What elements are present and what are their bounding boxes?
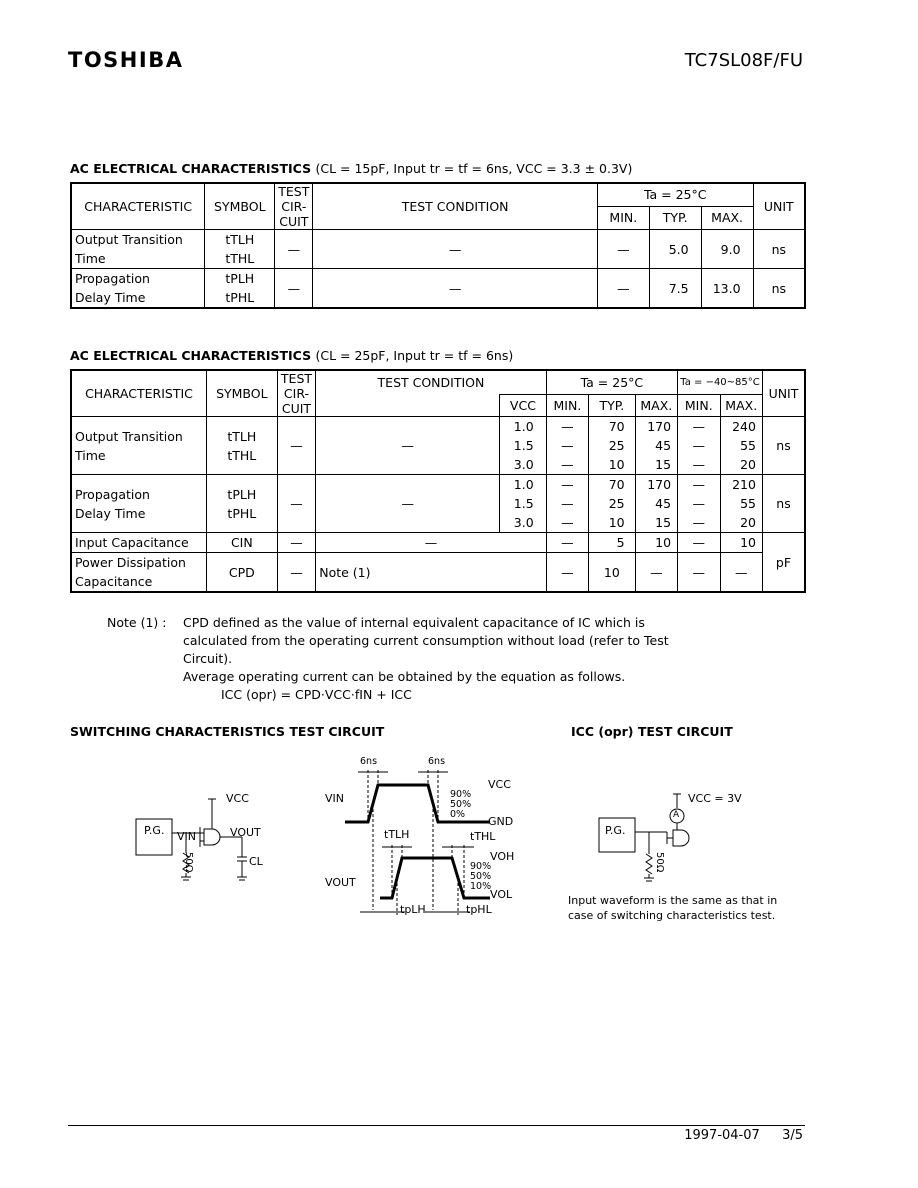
circuit: —: [277, 533, 316, 553]
min-value: —: [561, 496, 574, 511]
min-value: —: [561, 515, 574, 530]
symbol: tPLH: [227, 486, 257, 502]
wave-gnd-label: GND: [488, 815, 514, 828]
header-cir: CIR-: [281, 199, 307, 214]
table1-title-bold: AC ELECTRICAL CHARACTERISTICS: [70, 161, 312, 176]
circuit: —: [275, 269, 313, 309]
symbol: CPD: [206, 553, 277, 593]
icc-pg-label: P.G.: [605, 824, 626, 837]
symbol: tTHL: [227, 447, 257, 463]
resistor-label: 50Ω: [183, 852, 194, 873]
wave-vin-label: VIN: [325, 792, 344, 805]
min-value: —: [546, 533, 588, 553]
caption-line: case of switching characteristics test.: [568, 909, 776, 922]
note-line: CPD defined as the value of internal equivalent capacitance of IC which is: [183, 615, 645, 630]
header-max: MAX.: [635, 394, 677, 416]
circuit: —: [277, 553, 316, 593]
unit-value: ns: [753, 269, 805, 309]
char-label: Delay Time: [75, 505, 146, 521]
header-symbol: SYMBOL: [206, 370, 277, 417]
header-cir: CIR-: [283, 386, 310, 401]
char-label: Propagation: [75, 271, 150, 286]
char-label: Power Dissipation: [75, 555, 186, 570]
max2-value: 240: [732, 419, 756, 434]
max-value: 45: [655, 496, 672, 511]
level-label: 90%: [470, 861, 492, 872]
footer-divider: [68, 1125, 805, 1126]
caption-line: Input waveform is the same as that in: [568, 894, 778, 907]
header-max: MAX.: [701, 206, 753, 229]
typ-value: 70: [608, 477, 625, 492]
fall-time-label: 6ns: [428, 756, 446, 767]
max2-value: 55: [740, 496, 756, 511]
level-label: 90%: [450, 789, 472, 800]
typ-value: 5: [589, 533, 635, 553]
icc-circuit-title: ICC (opr) TEST CIRCUIT: [571, 724, 733, 739]
char-label: Capacitance: [75, 574, 153, 589]
note-label: Note (1) :: [107, 615, 167, 630]
ac-characteristics-table-2: [70, 369, 806, 593]
document-date: 1997-04-07: [684, 1128, 760, 1143]
header-symbol: SYMBOL: [205, 183, 275, 230]
header-ta-range: Ta = −40~85°C: [678, 370, 763, 394]
header-unit: UNIT: [753, 183, 805, 230]
header-ta25: Ta = 25°C: [546, 370, 677, 394]
switching-circuit-title: SWITCHING CHARACTERISTICS TEST CIRCUIT: [70, 724, 385, 739]
tphl-label: tpHL: [466, 903, 492, 916]
max-value: —: [635, 553, 677, 593]
condition: —: [313, 230, 598, 269]
vin-percent-levels: [450, 790, 471, 820]
level-label: 10%: [470, 881, 492, 892]
note-line: calculated from the operating current consumption without load (refer to Test: [183, 633, 669, 648]
typ-value: 7.5: [649, 269, 701, 309]
max2-value: 20: [740, 457, 756, 472]
header-typ: TYP.: [649, 206, 701, 229]
max-value: 15: [655, 457, 672, 472]
table1-title: [70, 161, 632, 176]
char-label: Propagation: [75, 486, 150, 502]
min2-value: —: [692, 515, 706, 530]
symbol: tPHL: [227, 505, 257, 521]
table-row: [71, 553, 805, 593]
min-value: —: [561, 457, 574, 472]
max-value: 15: [655, 515, 672, 530]
max-value: 45: [655, 438, 672, 453]
vcc-value: 3.0: [513, 515, 534, 530]
circuit: —: [277, 417, 316, 475]
max-value: 9.0: [701, 230, 753, 269]
icc-vcc-label: VCC = 3V: [688, 792, 742, 805]
header-characteristic: CHARACTERISTIC: [71, 183, 205, 230]
max-value: 170: [647, 477, 672, 492]
typ-value: 10: [608, 457, 625, 472]
table2-title-bold: AC ELECTRICAL CHARACTERISTICS: [70, 348, 312, 363]
min2-value: —: [692, 477, 706, 492]
header-characteristic: CHARACTERISTIC: [71, 370, 206, 417]
unit-value: pF: [762, 533, 805, 593]
vcc-value: 1.5: [513, 496, 534, 511]
ammeter-label: A: [673, 810, 680, 820]
ttlh-label: tTLH: [384, 828, 410, 841]
note-equation: ICC (opr) = CPD·VCC·fIN + ICC: [221, 687, 412, 702]
char-label: Time: [75, 447, 106, 463]
char-label: Delay Time: [75, 290, 146, 305]
min-value: —: [597, 269, 649, 309]
pg-label: P.G.: [144, 824, 165, 837]
icc-resistor-label: 50Ω: [654, 852, 665, 873]
typ-value: 70: [608, 419, 625, 434]
tplh-label: tpLH: [400, 903, 426, 916]
symbol: tTLH: [227, 428, 257, 444]
condition: —: [313, 269, 598, 309]
unit-value: ns: [753, 230, 805, 269]
header-test-condition: TEST CONDITION: [316, 370, 546, 394]
min-value: —: [546, 553, 588, 593]
level-label: 50%: [450, 799, 472, 810]
vcc-label: VCC: [226, 792, 249, 805]
min-value: —: [561, 438, 574, 453]
table-row: [71, 475, 805, 533]
wave-vcc-label: VCC: [488, 778, 511, 791]
header-cuit: CUIT: [281, 401, 312, 416]
condition: —: [316, 417, 500, 475]
table2-title: [70, 348, 513, 363]
condition: —: [316, 475, 500, 533]
table1-title-conditions: (CL = 15pF, Input tr = tf = 6ns, VCC = 3.3 ± 0.3V): [315, 161, 633, 176]
header-min: MIN.: [597, 206, 649, 229]
symbol: tPHL: [225, 290, 255, 305]
vout-label: VOUT: [230, 826, 261, 839]
unit-value: ns: [762, 417, 805, 475]
header-test: TEST: [280, 371, 313, 386]
header-min: MIN.: [546, 394, 588, 416]
max-value: 10: [635, 533, 677, 553]
max2-value: 20: [740, 515, 756, 530]
typ-value: 10: [589, 553, 635, 593]
note-body: [183, 614, 743, 704]
max2-value: —: [720, 553, 762, 593]
and-gate-symbol: [673, 830, 689, 846]
symbol: CIN: [206, 533, 277, 553]
table-row: [71, 533, 805, 553]
symbol: tTLH: [225, 232, 255, 247]
header-cuit: CUIT: [279, 214, 309, 229]
table-row: [71, 269, 805, 309]
table2-title-conditions: (CL = 25pF, Input tr = tf = 6ns): [315, 348, 514, 363]
min2-value: —: [678, 533, 720, 553]
rise-time-label: 6ns: [360, 756, 378, 767]
vcc-value: 3.0: [513, 457, 534, 472]
note-line: Circuit).: [183, 651, 233, 666]
max-value: 170: [647, 419, 672, 434]
vout-percent-levels: [470, 862, 491, 892]
vol-label: VOL: [490, 888, 513, 901]
typ-value: 25: [608, 438, 625, 453]
max2-value: 55: [740, 438, 756, 453]
condition: Note (1): [316, 553, 546, 593]
note-line: Average operating current can be obtained by the equation as follows.: [183, 669, 626, 684]
icc-test-circuit-diagram: [595, 790, 705, 890]
wave-vout-label: VOUT: [325, 876, 356, 889]
symbol: tTHL: [225, 251, 255, 266]
vcc-value: 1.0: [513, 419, 534, 434]
vcc-value: 1.0: [513, 477, 534, 492]
brand-logo: TOSHIBA: [68, 48, 184, 72]
min2-value: —: [692, 438, 706, 453]
min2-value: —: [692, 496, 706, 511]
header-typ: TYP.: [589, 394, 635, 416]
min-value: —: [597, 230, 649, 269]
typ-value: 5.0: [649, 230, 701, 269]
circuit: —: [275, 230, 313, 269]
char-label: Time: [75, 251, 106, 266]
min-value: —: [561, 419, 574, 434]
level-label: 50%: [470, 871, 492, 882]
min2-value: —: [692, 457, 706, 472]
max-value: 13.0: [701, 269, 753, 309]
min2-value: —: [678, 553, 720, 593]
page-number: 3/5: [782, 1128, 803, 1143]
typ-value: 10: [608, 515, 625, 530]
header-min2: MIN.: [678, 394, 720, 416]
header-test: TEST: [278, 184, 310, 199]
table-row: [71, 230, 805, 269]
tthl-label: tTHL: [470, 830, 496, 843]
header-test-circuit: [275, 183, 313, 230]
max2-value: 10: [720, 533, 762, 553]
vcc-value: 1.5: [513, 438, 534, 453]
condition: —: [316, 533, 546, 553]
header-test-condition: TEST CONDITION: [313, 183, 598, 230]
unit-value: ns: [762, 475, 805, 533]
header-ta: Ta = 25°C: [597, 183, 753, 206]
max2-value: 210: [732, 477, 756, 492]
cl-label: CL: [249, 855, 263, 868]
and-gate-symbol: [204, 829, 220, 845]
ac-characteristics-table-1: [70, 182, 806, 309]
header-unit: UNIT: [762, 370, 805, 417]
char-label: Output Transition: [75, 232, 183, 247]
icc-caption: [568, 893, 777, 923]
circuit: —: [277, 475, 316, 533]
voh-label: VOH: [490, 850, 515, 863]
vin-label: VIN: [177, 830, 196, 843]
min-value: —: [561, 477, 574, 492]
footer: [684, 1128, 803, 1143]
header-vcc: VCC: [500, 394, 546, 416]
typ-value: 25: [608, 496, 625, 511]
char-label: Input Capacitance: [71, 533, 206, 553]
symbol: tPLH: [225, 271, 255, 286]
part-number: TC7SL08F/FU: [684, 50, 803, 71]
table-row: [71, 417, 805, 475]
min2-value: —: [692, 419, 706, 434]
level-label: 0%: [450, 809, 466, 820]
char-label: Output Transition: [75, 428, 183, 444]
header-max2: MAX.: [720, 394, 762, 416]
